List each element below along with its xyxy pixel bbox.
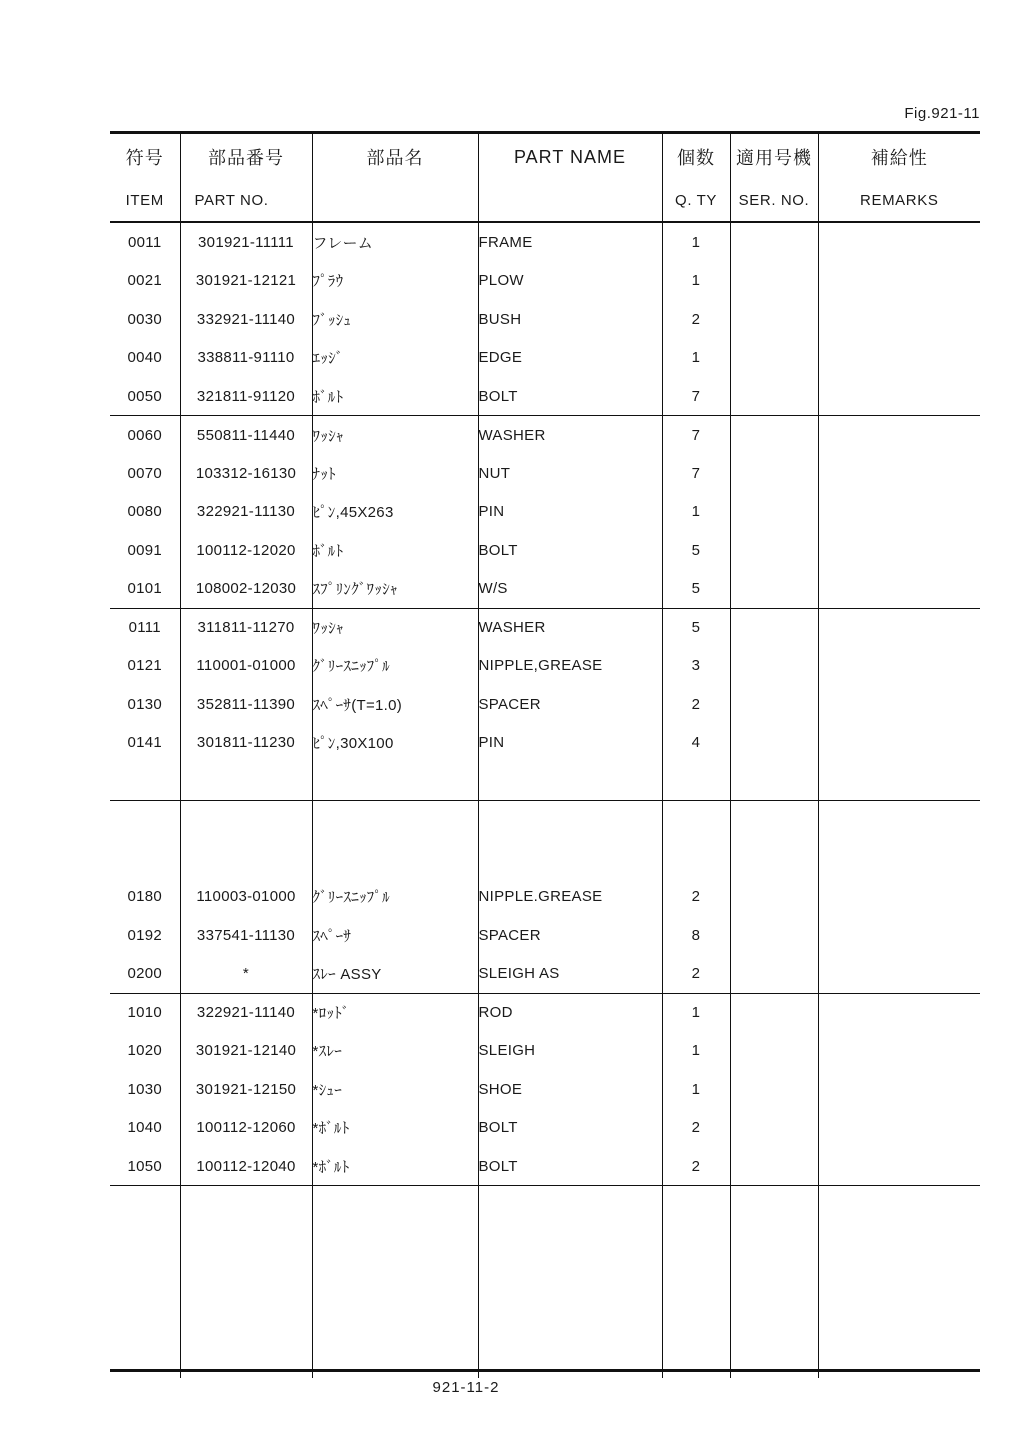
cell-partno [180,1301,312,1340]
parts-table-container [110,131,980,1372]
cell-rem [818,878,980,917]
table-row [110,685,980,724]
cell-jpname [312,1224,478,1263]
cell-enname: EDGE [478,339,662,378]
cell-jpname: ﾅｯﾄ [312,454,478,493]
cell-partno: 301921-11111 [180,223,312,262]
cell-ser [730,1224,818,1263]
column-header-part-no-en: PART NO. [180,180,312,222]
cell-qty: 2 [662,878,730,917]
cell-item [110,839,180,878]
table-row [110,647,980,686]
cell-rem [818,608,980,647]
cell-rem [818,1263,980,1302]
cell-qty [662,839,730,878]
cell-enname [478,762,662,801]
column-header-qty-jp: 個数 [662,134,730,180]
cell-rem [818,1224,980,1263]
cell-ser [730,647,818,686]
cell-enname: ROD [478,993,662,1032]
column-header-qty-en: Q. TY [662,180,730,222]
cell-jpname: ﾎﾞﾙﾄ [312,377,478,416]
table-row-empty [110,801,980,840]
cell-jpname: フレーム [312,223,478,262]
cell-rem [818,1186,980,1225]
table-row [110,531,980,570]
column-header-item-jp: 符号 [110,134,180,180]
cell-jpname [312,1186,478,1225]
table-row-empty [110,1224,980,1263]
cell-rem [818,1340,980,1379]
cell-partno [180,1224,312,1263]
cell-qty: 7 [662,416,730,455]
cell-partno: 301921-12121 [180,262,312,301]
cell-ser [730,801,818,840]
parts-table-body [110,223,980,1378]
cell-jpname: *ｼｭｰ [312,1070,478,1109]
table-row [110,416,980,455]
column-header-item-en: ITEM [110,180,180,222]
column-header-part-name-en [478,180,662,222]
cell-ser [730,223,818,262]
cell-partno: 338811-91110 [180,339,312,378]
cell-item: 0111 [110,608,180,647]
cell-qty: 1 [662,262,730,301]
table-row [110,262,980,301]
cell-partno [180,1340,312,1379]
cell-item: 1030 [110,1070,180,1109]
cell-rem [818,300,980,339]
cell-partno: 301921-12150 [180,1070,312,1109]
cell-qty: 5 [662,608,730,647]
column-header-part-no-jp: 部品番号 [180,134,312,180]
cell-item [110,1263,180,1302]
cell-qty: 3 [662,647,730,686]
cell-rem [818,724,980,763]
header-row-english [110,180,980,222]
cell-enname: SHOE [478,1070,662,1109]
column-header-jp-name-en [312,180,478,222]
cell-enname: BOLT [478,1109,662,1148]
cell-enname: WASHER [478,416,662,455]
cell-item: 0030 [110,300,180,339]
cell-enname: PLOW [478,262,662,301]
cell-item: 1020 [110,1032,180,1071]
cell-rem [818,801,980,840]
cell-enname: BOLT [478,531,662,570]
cell-partno: 311811-11270 [180,608,312,647]
table-row [110,493,980,532]
cell-enname [478,839,662,878]
cell-enname [478,1301,662,1340]
cell-enname: SPACER [478,685,662,724]
cell-ser [730,608,818,647]
cell-rem [818,377,980,416]
table-row [110,878,980,917]
cell-item: 0192 [110,916,180,955]
cell-item: 0050 [110,377,180,416]
cell-ser [730,1070,818,1109]
table-row [110,916,980,955]
cell-qty [662,1340,730,1379]
cell-qty: 1 [662,1032,730,1071]
cell-jpname: ｽﾚｰ ASSY [312,955,478,994]
cell-ser [730,1186,818,1225]
cell-jpname: ﾋﾟﾝ,30X100 [312,724,478,763]
cell-jpname: *ﾎﾞﾙﾄ [312,1109,478,1148]
column-header-ser-no-jp: 適用号機 [730,134,818,180]
cell-jpname: ﾜｯｼｬ [312,608,478,647]
parts-table [110,134,980,1378]
cell-partno [180,1186,312,1225]
cell-item: 0200 [110,955,180,994]
table-row [110,1070,980,1109]
cell-rem [818,570,980,609]
cell-rem [818,916,980,955]
table-row [110,608,980,647]
cell-jpname [312,1301,478,1340]
cell-qty: 4 [662,724,730,763]
cell-enname [478,1224,662,1263]
cell-jpname: ﾋﾟﾝ,45X263 [312,493,478,532]
cell-partno: 100112-12040 [180,1147,312,1186]
cell-partno: 322921-11140 [180,993,312,1032]
cell-item [110,1186,180,1225]
cell-ser [730,724,818,763]
column-header-ser-no-en: SER. NO. [730,180,818,222]
cell-jpname: ｽﾌﾟﾘﾝｸﾞﾜｯｼｬ [312,570,478,609]
cell-enname: W/S [478,570,662,609]
cell-enname: WASHER [478,608,662,647]
cell-jpname: ｴｯｼﾞ [312,339,478,378]
cell-partno: 337541-11130 [180,916,312,955]
cell-jpname [312,762,478,801]
cell-partno: 332921-11140 [180,300,312,339]
cell-ser [730,1109,818,1148]
cell-qty: 2 [662,685,730,724]
cell-ser [730,1032,818,1071]
page-footer [0,1379,1024,1396]
cell-ser [730,339,818,378]
column-header-jp-name-jp: 部品名 [312,134,478,180]
cell-jpname: ｽﾍﾟｰｻ [312,916,478,955]
cell-qty [662,801,730,840]
column-header-part-name: PART NAME [478,134,662,180]
cell-qty [662,1263,730,1302]
cell-enname: NIPPLE,GREASE [478,647,662,686]
cell-item: 0080 [110,493,180,532]
cell-partno: 321811-91120 [180,377,312,416]
cell-item: 0130 [110,685,180,724]
cell-item: 0121 [110,647,180,686]
cell-qty [662,1301,730,1340]
cell-rem [818,531,980,570]
cell-ser [730,300,818,339]
cell-rem [818,339,980,378]
cell-qty: 7 [662,454,730,493]
cell-ser [730,454,818,493]
cell-enname: SLEIGH AS [478,955,662,994]
header-row-japanese [110,134,980,180]
cell-rem [818,1147,980,1186]
cell-rem [818,1109,980,1148]
table-row [110,223,980,262]
cell-jpname: ﾌﾞｯｼｭ [312,300,478,339]
cell-partno: 110003-01000 [180,878,312,917]
cell-item: 0011 [110,223,180,262]
cell-jpname: ｽﾍﾟｰｻ(T=1.0) [312,685,478,724]
cell-qty [662,1186,730,1225]
cell-item [110,1301,180,1340]
table-row-empty [110,1263,980,1302]
cell-ser [730,878,818,917]
cell-jpname: ﾌﾟﾗｳ [312,262,478,301]
cell-item [110,1224,180,1263]
cell-rem [818,1070,980,1109]
cell-ser [730,955,818,994]
cell-ser [730,570,818,609]
cell-partno: * [180,955,312,994]
cell-ser [730,839,818,878]
cell-ser [730,1147,818,1186]
cell-enname: BOLT [478,377,662,416]
cell-partno: 103312-16130 [180,454,312,493]
page-number: 921-11-2 [432,1379,500,1396]
cell-enname: NIPPLE.GREASE [478,878,662,917]
cell-rem [818,955,980,994]
cell-partno: 108002-12030 [180,570,312,609]
cell-jpname [312,1263,478,1302]
cell-partno: 100112-12060 [180,1109,312,1148]
cell-item: 0070 [110,454,180,493]
cell-qty: 1 [662,223,730,262]
cell-enname [478,1263,662,1302]
table-row [110,724,980,763]
table-row [110,1147,980,1186]
cell-rem [818,1032,980,1071]
cell-rem [818,416,980,455]
cell-qty: 2 [662,300,730,339]
cell-qty: 7 [662,377,730,416]
table-row [110,1109,980,1148]
cell-item [110,762,180,801]
cell-ser [730,916,818,955]
cell-enname: PIN [478,724,662,763]
cell-enname [478,1340,662,1379]
cell-qty: 2 [662,1147,730,1186]
cell-rem [818,1301,980,1340]
cell-jpname [312,1340,478,1379]
cell-qty: 5 [662,570,730,609]
cell-item: 0021 [110,262,180,301]
cell-qty [662,1224,730,1263]
cell-ser [730,993,818,1032]
cell-item: 0060 [110,416,180,455]
cell-qty: 8 [662,916,730,955]
cell-qty: 1 [662,993,730,1032]
cell-partno [180,801,312,840]
cell-partno: 301921-12140 [180,1032,312,1071]
cell-item: 0040 [110,339,180,378]
cell-rem [818,493,980,532]
cell-partno [180,839,312,878]
cell-enname [478,801,662,840]
table-row [110,993,980,1032]
cell-partno: 301811-11230 [180,724,312,763]
cell-enname: BOLT [478,1147,662,1186]
cell-qty: 1 [662,493,730,532]
cell-item: 1010 [110,993,180,1032]
table-row [110,339,980,378]
cell-enname: PIN [478,493,662,532]
cell-jpname: ﾎﾞﾙﾄ [312,531,478,570]
cell-partno: 322921-11130 [180,493,312,532]
cell-partno: 352811-11390 [180,685,312,724]
cell-ser [730,377,818,416]
cell-partno [180,762,312,801]
cell-rem [818,223,980,262]
cell-qty: 5 [662,531,730,570]
figure-number: Fig.921-11 [904,105,980,122]
cell-qty [662,762,730,801]
cell-enname: SLEIGH [478,1032,662,1071]
cell-ser [730,1301,818,1340]
cell-ser [730,262,818,301]
table-row [110,377,980,416]
cell-ser [730,531,818,570]
cell-item: 0101 [110,570,180,609]
table-row-empty [110,762,980,801]
cell-item: 0180 [110,878,180,917]
cell-partno: 550811-11440 [180,416,312,455]
table-row-empty [110,1186,980,1225]
cell-rem [818,454,980,493]
cell-jpname: *ｽﾚｰ [312,1032,478,1071]
cell-jpname [312,801,478,840]
cell-jpname [312,839,478,878]
cell-ser [730,685,818,724]
table-row [110,454,980,493]
cell-rem [818,839,980,878]
cell-ser [730,416,818,455]
table-row [110,300,980,339]
cell-item: 1050 [110,1147,180,1186]
parts-table-head [110,134,980,223]
cell-enname: FRAME [478,223,662,262]
cell-ser [730,762,818,801]
table-row-empty [110,1340,980,1379]
cell-jpname: ｸﾞﾘｰｽﾆｯﾌﾟﾙ [312,647,478,686]
cell-item: 1040 [110,1109,180,1148]
cell-qty: 1 [662,339,730,378]
cell-partno [180,1263,312,1302]
cell-item: 0141 [110,724,180,763]
table-row-empty [110,839,980,878]
table-row [110,1032,980,1071]
table-row [110,570,980,609]
column-header-remarks-en: REMARKS [818,180,980,222]
cell-qty: 2 [662,955,730,994]
cell-enname: SPACER [478,916,662,955]
cell-enname: BUSH [478,300,662,339]
column-header-remarks-jp: 補給性 [818,134,980,180]
cell-rem [818,647,980,686]
table-row [110,955,980,994]
cell-enname: NUT [478,454,662,493]
cell-partno: 100112-12020 [180,531,312,570]
cell-jpname: *ﾎﾞﾙﾄ [312,1147,478,1186]
cell-jpname: ﾜｯｼｬ [312,416,478,455]
table-row-empty [110,1301,980,1340]
cell-rem [818,685,980,724]
cell-qty: 2 [662,1109,730,1148]
cell-item [110,1340,180,1379]
cell-partno: 110001-01000 [180,647,312,686]
cell-item: 0091 [110,531,180,570]
cell-ser [730,1340,818,1379]
cell-ser [730,1263,818,1302]
cell-jpname: *ﾛｯﾄﾞ [312,993,478,1032]
cell-item [110,801,180,840]
cell-rem [818,762,980,801]
cell-rem [818,993,980,1032]
cell-enname [478,1186,662,1225]
cell-qty: 1 [662,1070,730,1109]
cell-jpname: ｸﾞﾘｰｽﾆｯﾌﾟﾙ [312,878,478,917]
cell-ser [730,493,818,532]
cell-rem [818,262,980,301]
